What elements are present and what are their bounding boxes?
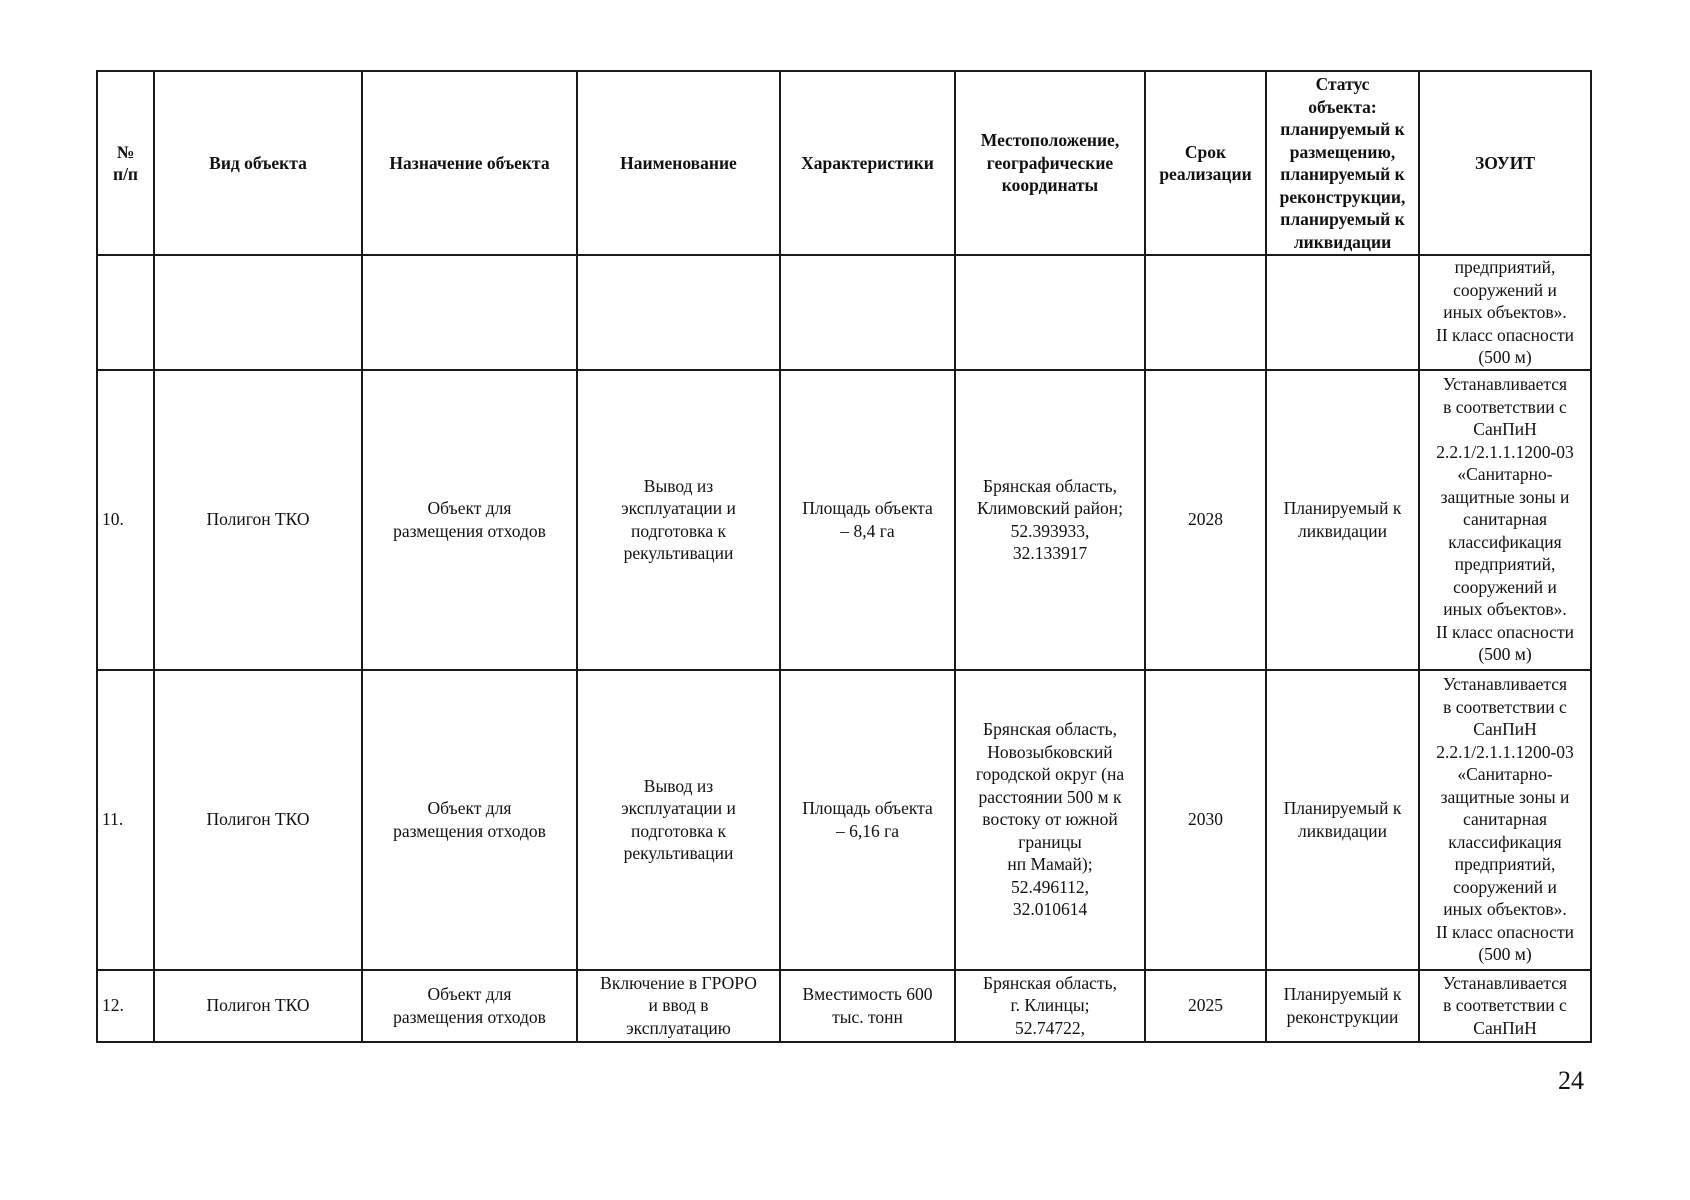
cell-empty [154, 255, 362, 370]
cell-empty [780, 255, 955, 370]
cell-object-type: Полигон ТКО [154, 670, 362, 970]
table-row [97, 970, 1591, 1042]
cell-object-purpose: Объект для размещения отходов [362, 970, 577, 1042]
header-status: Статус объекта: планируемый к размещению, планируемый к реконструкции, планируемый к ликвидации [1266, 71, 1419, 255]
cell-empty [1145, 255, 1266, 370]
header-object-type: Вид объекта [154, 71, 362, 255]
cell-empty [97, 255, 154, 370]
cell-zouit: Устанавливается в соответствии с СанПиН 2.2.1/2.1.1.1200-03 «Санитарно- защитные зоны и санитарная классификация предприятий, сооружений и иных объектов». II класс опасности (500 м) [1419, 670, 1591, 970]
header-characteristics: Характеристики [780, 71, 955, 255]
header-zouit: ЗОУИТ [1419, 71, 1591, 255]
objects-table [96, 70, 1592, 1043]
cell-object-type: Полигон ТКО [154, 970, 362, 1042]
cell-number: 12. [97, 970, 154, 1042]
cell-name: Включение в ГРОРО и ввод в эксплуатацию [577, 970, 780, 1042]
cell-term: 2030 [1145, 670, 1266, 970]
cell-object-purpose: Объект для размещения отходов [362, 370, 577, 670]
page-number: 24 [1558, 1066, 1584, 1095]
cell-number: 10. [97, 370, 154, 670]
header-name: Наименование [577, 71, 780, 255]
cell-term: 2025 [1145, 970, 1266, 1042]
table-row [97, 370, 1591, 670]
table-row-continuation [97, 255, 1591, 370]
cell-location: Брянская область, г. Клинцы; 52.74722, [955, 970, 1145, 1042]
cell-object-type: Полигон ТКО [154, 370, 362, 670]
cell-location: Брянская область, Климовский район; 52.393933, 32.133917 [955, 370, 1145, 670]
cell-characteristics: Площадь объекта – 6,16 га [780, 670, 955, 970]
cell-status: Планируемый к реконструкции [1266, 970, 1419, 1042]
cell-zouit: Устанавливается в соответствии с СанПиН [1419, 970, 1591, 1042]
cell-empty [362, 255, 577, 370]
cell-status: Планируемый к ликвидации [1266, 370, 1419, 670]
cell-status: Планируемый к ликвидации [1266, 670, 1419, 970]
table-header-row [97, 71, 1591, 255]
cell-zouit: предприятий, сооружений и иных объектов». II класс опасности (500 м) [1419, 255, 1591, 370]
cell-number: 11. [97, 670, 154, 970]
cell-characteristics: Площадь объекта – 8,4 га [780, 370, 955, 670]
header-number: № п/п [97, 71, 154, 255]
table-row [97, 670, 1591, 970]
cell-empty [1266, 255, 1419, 370]
cell-zouit: Устанавливается в соответствии с СанПиН 2.2.1/2.1.1.1200-03 «Санитарно- защитные зоны и санитарная классификация предприятий, сооружений и иных объектов». II класс опасности (500 м) [1419, 370, 1591, 670]
cell-term: 2028 [1145, 370, 1266, 670]
cell-name: Вывод из эксплуатации и подготовка к рекультивации [577, 670, 780, 970]
cell-characteristics: Вместимость 600 тыс. тонн [780, 970, 955, 1042]
cell-location: Брянская область, Новозыбковский городской округ (на расстоянии 500 м к востоку от южной границы нп Мамай); 52.496112, 32.010614 [955, 670, 1145, 970]
cell-name: Вывод из эксплуатации и подготовка к рекультивации [577, 370, 780, 670]
header-term: Срок реализации [1145, 71, 1266, 255]
header-location: Местоположение, географические координаты [955, 71, 1145, 255]
cell-object-purpose: Объект для размещения отходов [362, 670, 577, 970]
header-object-purpose: Назначение объекта [362, 71, 577, 255]
cell-empty [577, 255, 780, 370]
cell-empty [955, 255, 1145, 370]
